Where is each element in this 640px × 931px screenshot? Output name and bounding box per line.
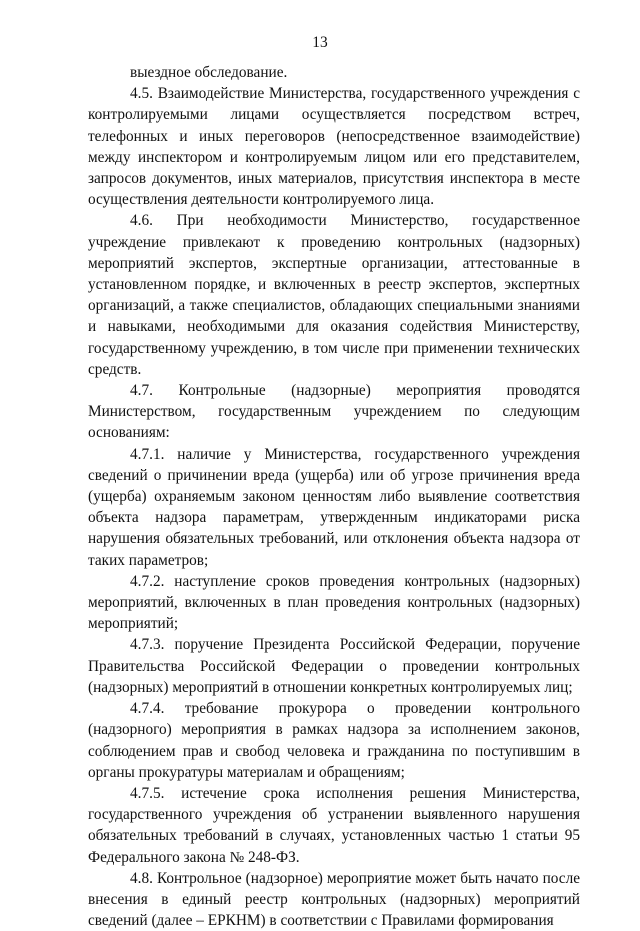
paragraph-4-7-1: 4.7.1. наличие у Министерства, государственного учреждения сведений о причинении вреда (ущерба) или об угрозе причинения вреда (ущерба) охраняемым законом ценностям либо выявление соответствия объекта надзора параметрам, утвержденным индикаторами риска нарушения обязательных требований, или отклонения объекта надзора от таких параметров; bbox=[88, 445, 580, 569]
paragraph-4-5: 4.5. Взаимодействие Министерства, государственного учреждения с контролируемыми лицами осуществляется посредством встреч, телефонных и иных переговоров (непосредственное взаимодействие) между инспектором и контролируемым лицом или его представителем, запросов документов, иных материалов, присутствия инспектора в месте осуществления деятельности контролируемого лица. bbox=[88, 85, 580, 209]
paragraph-4-7-4: 4.7.4. требование прокурора о проведении контрольного (надзорного) мероприятия в рамках надзора за исполнением законов, соблюдением прав и свобод человека и гражданина по поступившим в органы прокуратуры материалам и обращениям; bbox=[88, 700, 580, 781]
document-body bbox=[88, 62, 580, 931]
paragraph-4-7: 4.7. Контрольные (надзорные) мероприятия проводятся Министерством, государственным учреждением по следующим основаниям: bbox=[88, 382, 580, 442]
paragraph-continuation: выездное обследование. bbox=[130, 64, 288, 81]
page-number: 13 bbox=[312, 34, 328, 51]
paragraph-4-7-2: 4.7.2. наступление сроков проведения контрольных (надзорных) мероприятий, включенных в план проведения контрольных (надзорных) мероприятий; bbox=[88, 572, 580, 633]
paragraph-4-8: 4.8. Контрольное (надзорное) мероприятие может быть начато после внесения в единый реестр контрольных (надзорных) мероприятий сведений (далее – ЕРКНМ) в соответствии с Правилами формирования bbox=[88, 869, 580, 930]
paragraph-4-6: 4.6. При необходимости Министерство, государственное учреждение привлекают к проведению контрольных (надзорных) мероприятий экспертов, экспертные организации, аттестованные в установленном порядке, и включенных в реестр экспертов, экспертных организаций, а также специалистов, обладающих специальными знаниями и навыками, необходимыми для оказания содействия Министерству, государственному учреждению, в том числе при применении технических средств. bbox=[88, 212, 580, 378]
paragraph-4-7-3: 4.7.3. поручение Президента Российской Федерации, поручение Правительства Российской Федерации о проведении контрольных (надзорных) мероприятий в отношении конкретных контролируемых лиц; bbox=[88, 636, 580, 696]
paragraph-4-7-5: 4.7.5. истечение срока исполнения решения Министерства, государственного учреждения об устранении выявленного нарушения обязательных требований в случаях, установленных частью 1 статьи 95 Федерального закона № 248-ФЗ. bbox=[88, 784, 580, 866]
